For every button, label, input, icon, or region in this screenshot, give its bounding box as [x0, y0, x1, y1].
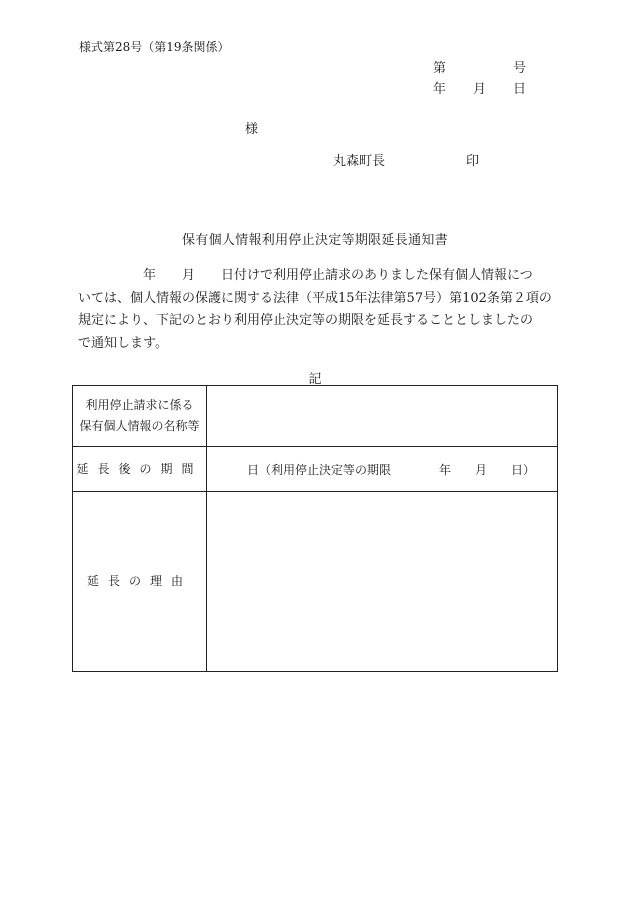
date-month-label: 月 [473, 82, 487, 97]
ki-heading: 記 [308, 372, 322, 387]
extended-period-value[interactable] [207, 447, 558, 492]
addressee-honorific: 様 [245, 122, 259, 137]
item-name-label [73, 386, 207, 447]
body-line: いては、個人情報の保護に関する法律（平成15年法律第57号）第102条第２項の [78, 290, 552, 306]
form-number: 様式第28号（第19条関係） [79, 40, 230, 54]
body-line: 年 月 日付けで利用停止請求のありました保有個人情報につ [78, 268, 533, 283]
extended-period-text: 日（利用停止決定等の期限 年 月 日） [247, 462, 536, 477]
extension-reason-value[interactable] [207, 492, 558, 672]
date-day-label: 日 [513, 82, 527, 97]
document-number-suffix: 号 [513, 61, 527, 76]
body-paragraph [78, 265, 558, 355]
table-row [73, 492, 558, 672]
extended-period-label: 延長後の期間 [73, 447, 207, 492]
body-line: 規定により、下記のとおり利用停止決定等の期限を延長することとしましたの [78, 313, 534, 328]
document-title: 保有個人情報利用停止決定等期限延長通知書 [181, 233, 448, 248]
date-year-label: 年 [433, 82, 447, 97]
table-row [73, 386, 558, 447]
item-name-value[interactable] [207, 386, 558, 447]
document-number-label: 第 [433, 61, 447, 76]
extension-reason-label: 延長の理由 [73, 492, 207, 672]
item-name-label-line2: 保有個人情報の名称等 [79, 419, 200, 433]
details-table [72, 385, 558, 672]
sender-name: 丸森町長 [333, 154, 386, 169]
item-name-label-line1: 利用停止請求に係る [85, 398, 194, 412]
body-line: で通知します。 [78, 335, 168, 351]
seal-mark: 印 [466, 154, 480, 169]
table-row [73, 447, 558, 492]
